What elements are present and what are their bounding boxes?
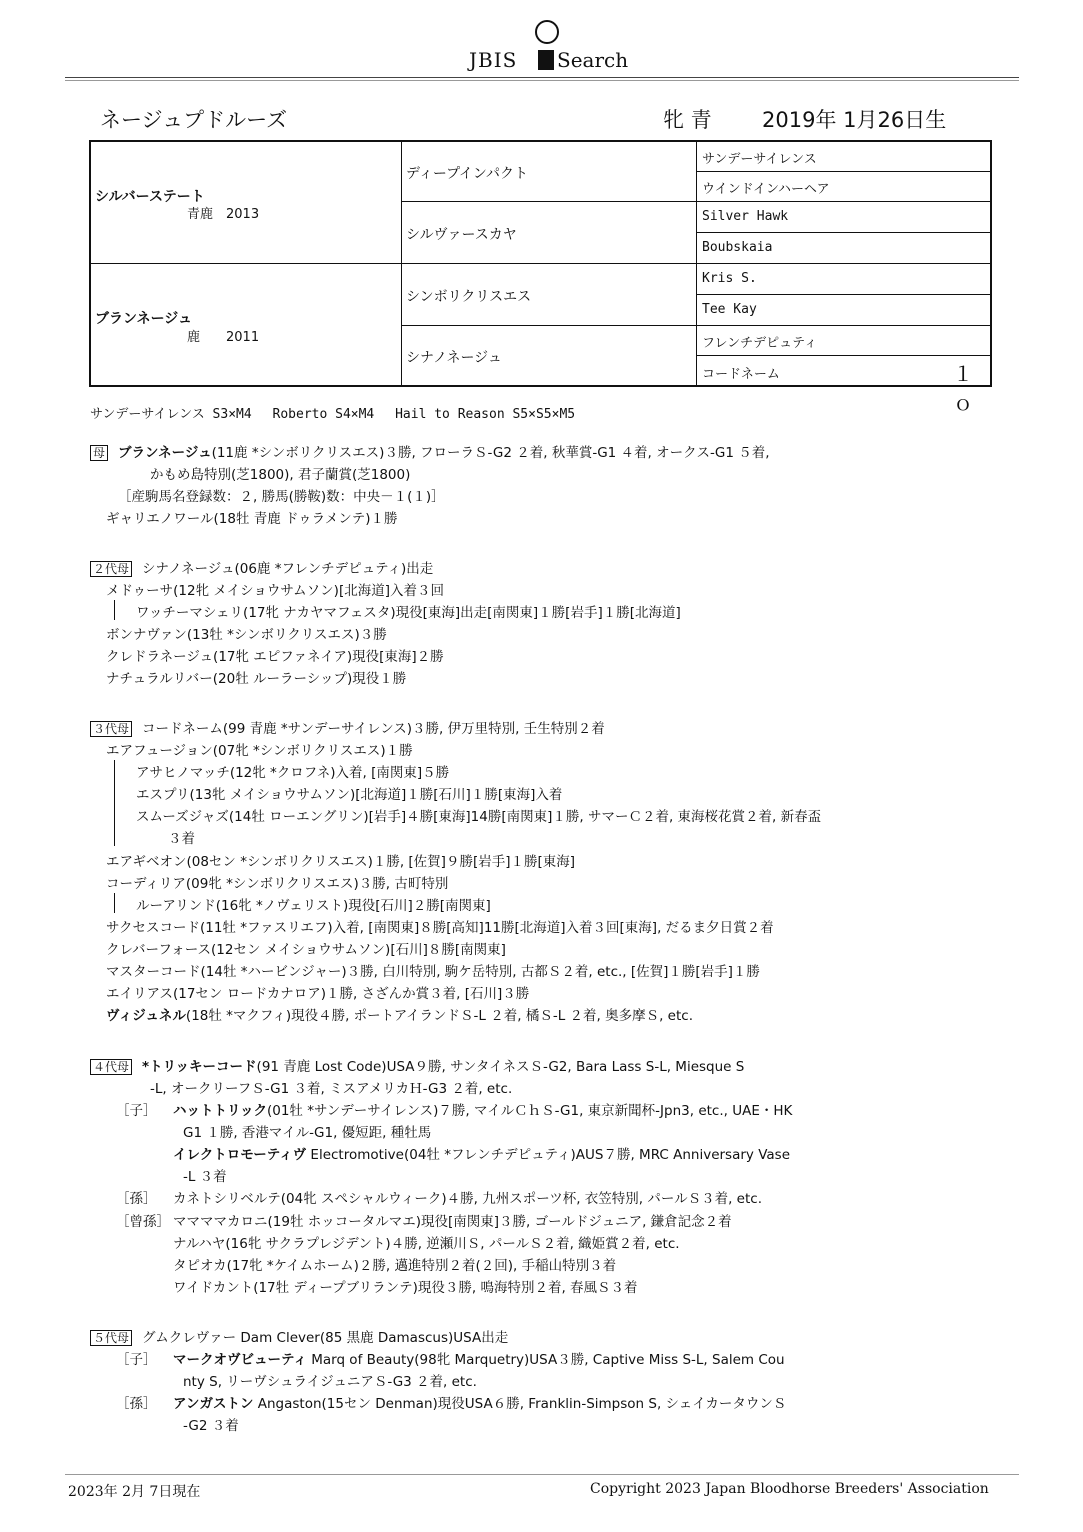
g4-line: ハットトリック(01牡 *サンデーサイレンス)７勝, マイルＣｈＳ-G1, 東京新聞杯-Jpn3, etc., UAE・HK [173,1103,793,1119]
dam-line-4: ギャリエノワール(18牡 青鹿 ドゥラメンテ)１勝 [106,511,398,527]
g4-label-mago: ［孫］ [116,1191,157,1207]
g3-ancestor[interactable]: フレンチデピュティ [702,336,818,351]
dam-sire[interactable]: シンボリクリスエス [406,289,532,305]
g3-ancestor[interactable]: Silver Hawk [702,209,789,224]
section-tag: ４代母 [90,1059,132,1075]
dam-info: 鹿 2011 [187,330,260,345]
g4-line: カネトシリベルテ(04牝 スペシャルウィーク)４勝, 九州スポーツ杯, 衣笠特別, パールＳ３着, etc. [173,1191,762,1207]
birth-date: 2019年 1月26日生 [762,108,947,132]
footer-date: 2023年 2月 7日現在 [68,1484,201,1500]
g5-line-1: ５代母 グムクレヴァー Dam Clever(85 黒鹿 Damascus)USA出走 [90,1326,508,1346]
footer-copyright: Copyright 2023 Japan Bloodhorse Breeders' Association [590,1481,989,1497]
g5-line: マークオヴビューティ Marq of Beauty(98牝 Marquetry)USA３勝, Captive Miss S-L, Salem Cou [173,1352,785,1368]
g3-line: ヴィジュネル(18牡 *マクフィ)現役４勝, ポートアイランドＳ-L ２着, 橘Ｓ-L ２着, 奥多摩Ｓ, etc. [106,1008,693,1024]
g5-label-mago: ［孫］ [116,1396,157,1412]
g3-line: ルーアリンド(16牝 *ノヴェリスト)現役[石川]２勝[南関東] [136,898,491,914]
g2-line: ワッチーマシェリ(17牝 ナカヤマフェスタ)現役[東海]出走[南関東]１勝[岩手]１勝[北海道] [136,605,681,621]
header-rule [65,77,1019,78]
sire-sire[interactable]: ディープインパクト [406,166,528,182]
sire-info: 青鹿 2013 [187,207,260,222]
logo-text-jbis: JBIS [469,48,518,72]
dam-line-3: ［産駒馬名登録数：２, 勝馬(勝鞍)数：中央－１(１)］ [118,489,445,505]
g5-line: nty S, リーヴシュライジュニアＳ-G3 ２着, etc. [183,1374,477,1390]
inbreeding-line: サンデーサイレンス S3×M4 Roberto S4×M4 Hail to Reason S5×S5×M5 [90,407,576,422]
g4-line: ママママカロニ(19牡 ホッコータルマエ)現役[南関東]３勝, ゴールドジュニア, 鎌倉記念２着 [173,1214,732,1230]
tree-bar [114,893,115,913]
section-tag: 母 [90,445,108,461]
g3-ancestor[interactable]: Boubskaia [702,240,773,255]
sire-dam[interactable]: シルヴァースカヤ [406,227,517,243]
g2-line: ナチュラルリバー(20牡 ルーラーシップ)現役１勝 [106,671,407,687]
g3-line: エスプリ(13牝 メイショウサムソン)[北海道]１勝[石川]１勝[東海]入着 [136,787,563,803]
g4-line-1: ４代母 *トリッキーコード(91 青鹿 Lost Code)USA９勝, サンタイネスＳ-G2, Bara Lass S-L, Miesque S [90,1055,744,1075]
horse-name: ネージュプドルーズ [100,108,288,132]
g4-label-himago: ［曾孫］ [116,1214,170,1230]
sex-color: 牝 青 [663,108,712,132]
magnifier-icon [535,20,559,44]
g4-line: タピオカ(17牝 *ケイムホーム)２勝, 邁進特別２着(２回), 手稲山特別３着 [173,1258,617,1274]
dam-name[interactable]: ブランネージュ [95,311,193,327]
tree-bar [114,760,115,846]
section-tag: ５代母 [90,1330,132,1346]
g2-line-1: ２代母 シナノネージュ(06鹿 *フレンチデピュティ)出走 [90,557,433,577]
g3-line: アサヒノマッチ(12牝 *クロフネ)入着, [南関東]５勝 [136,765,450,781]
section-tag: ２代母 [90,561,132,577]
logo-mark-icon [538,50,554,70]
logo-text-search: Search [557,48,629,72]
g2-line: クレドラネージュ(17牝 エピファネイア)現役[東海]２勝 [106,649,444,665]
g3-line: エイリアス(17セン ロードカナロア)１勝, さざんか賞３着, [石川]３勝 [106,986,530,1002]
dam-line-1: 母 ブランネージュ(11鹿 *シンボリクリスエス)３勝, フローラＳ-G2 ２着, 秋華賞-G1 ４着, オークス-G1 ５着, [90,441,770,461]
g4-label-ko: ［子］ [116,1103,157,1119]
g3-line: クレバーフォース(12セン メイショウサムソン)[石川]８勝[南関東] [106,942,506,958]
g3-line: マスターコード(14牡 *ハービンジャー)３勝, 白川特別, 駒ケ岳特別, 古都Ｓ２着, etc., [佐賀]１勝[岩手]１勝 [106,964,760,980]
g3-line: エアフュージョン(07牝 *シンボリクリスエス)１勝 [106,743,413,759]
g3-line: エアギベオン(08セン *シンボリクリスエス)１勝, [佐賀]９勝[岩手]１勝[東海] [106,854,576,870]
section-tag: ３代母 [90,721,132,737]
g5-label-ko: ［子］ [116,1352,157,1368]
tree-bar [114,600,115,620]
header-rule-thin [65,80,1019,81]
g3-ancestor[interactable]: ウインドインハーヘア [702,182,830,197]
sire-name[interactable]: シルバーステート [95,189,205,205]
g3-line: ３着 [168,831,195,847]
g4-line: -L ３着 [183,1169,227,1185]
g4-line: ナルハヤ(16牝 サクラプレジデント)４勝, 逆瀬川Ｓ, パールＳ２着, 織姫賞２着, etc. [173,1236,680,1252]
dam-dam[interactable]: シナノネージュ [406,350,502,366]
g3-line: サクセスコード(11牡 *ファスリエフ)入着, [南関東]８勝[高知]11勝[北海道]入着３回[東海], だるま夕日賞２着 [106,920,774,936]
g4-line: ワイドカント(17牡 ディープブリランテ)現役３勝, 鳴海特別２着, 春風Ｓ３着 [173,1280,638,1296]
g4-line: -L, オークリーフＳ-G1 ３着, ミスアメリカＨ-G3 ２着, etc. [150,1081,513,1097]
g3-ancestor[interactable]: Tee Kay [702,302,757,317]
g3-line: コーディリア(09牝 *シンボリクリスエス)３勝, 古町特別 [106,876,449,892]
g2-line: メドゥーサ(12牝 メイショウサムソン)[北海道]入着３回 [106,583,444,599]
g4-line: G1 １勝, 香港マイル-G1, 優短距, 種牡馬 [183,1125,432,1141]
g4-line: イレクトロモーティヴ Electromotive(04牡 *フレンチデピュティ)AUS７勝, MRC Anniversary Vase [173,1147,790,1163]
g5-line: -G2 ３着 [183,1418,239,1434]
dam-line-2: かもめ島特別(芝1800), 君子蘭賞(芝1800) [150,467,411,483]
g3-ancestor[interactable]: Kris S. [702,271,757,286]
g3-line: スムーズジャズ(14牡 ローエングリン)[岩手]４勝[東海]14勝[南関東]１勝, サマーＣ２着, 東海桜花賞２着, 新春盃 [136,809,822,825]
g5-line: アンガストン Angaston(15セン Denman)現役USA６勝, Franklin-Simpson S, シェイカータウンＳ [173,1396,787,1412]
footer-rule [65,1474,1019,1475]
family-number: １ｏ [953,362,973,415]
g2-line: ボンナヴァン(13牡 *シンボリクリスエス)３勝 [106,627,387,643]
g3-ancestor[interactable]: コードネーム [702,367,780,382]
g3-line-1: ３代母 コードネーム(99 青鹿 *サンデーサイレンス)３勝, 伊万里特別, 壬生特別２着 [90,717,605,737]
g3-ancestor[interactable]: サンデーサイレンス [702,152,817,167]
